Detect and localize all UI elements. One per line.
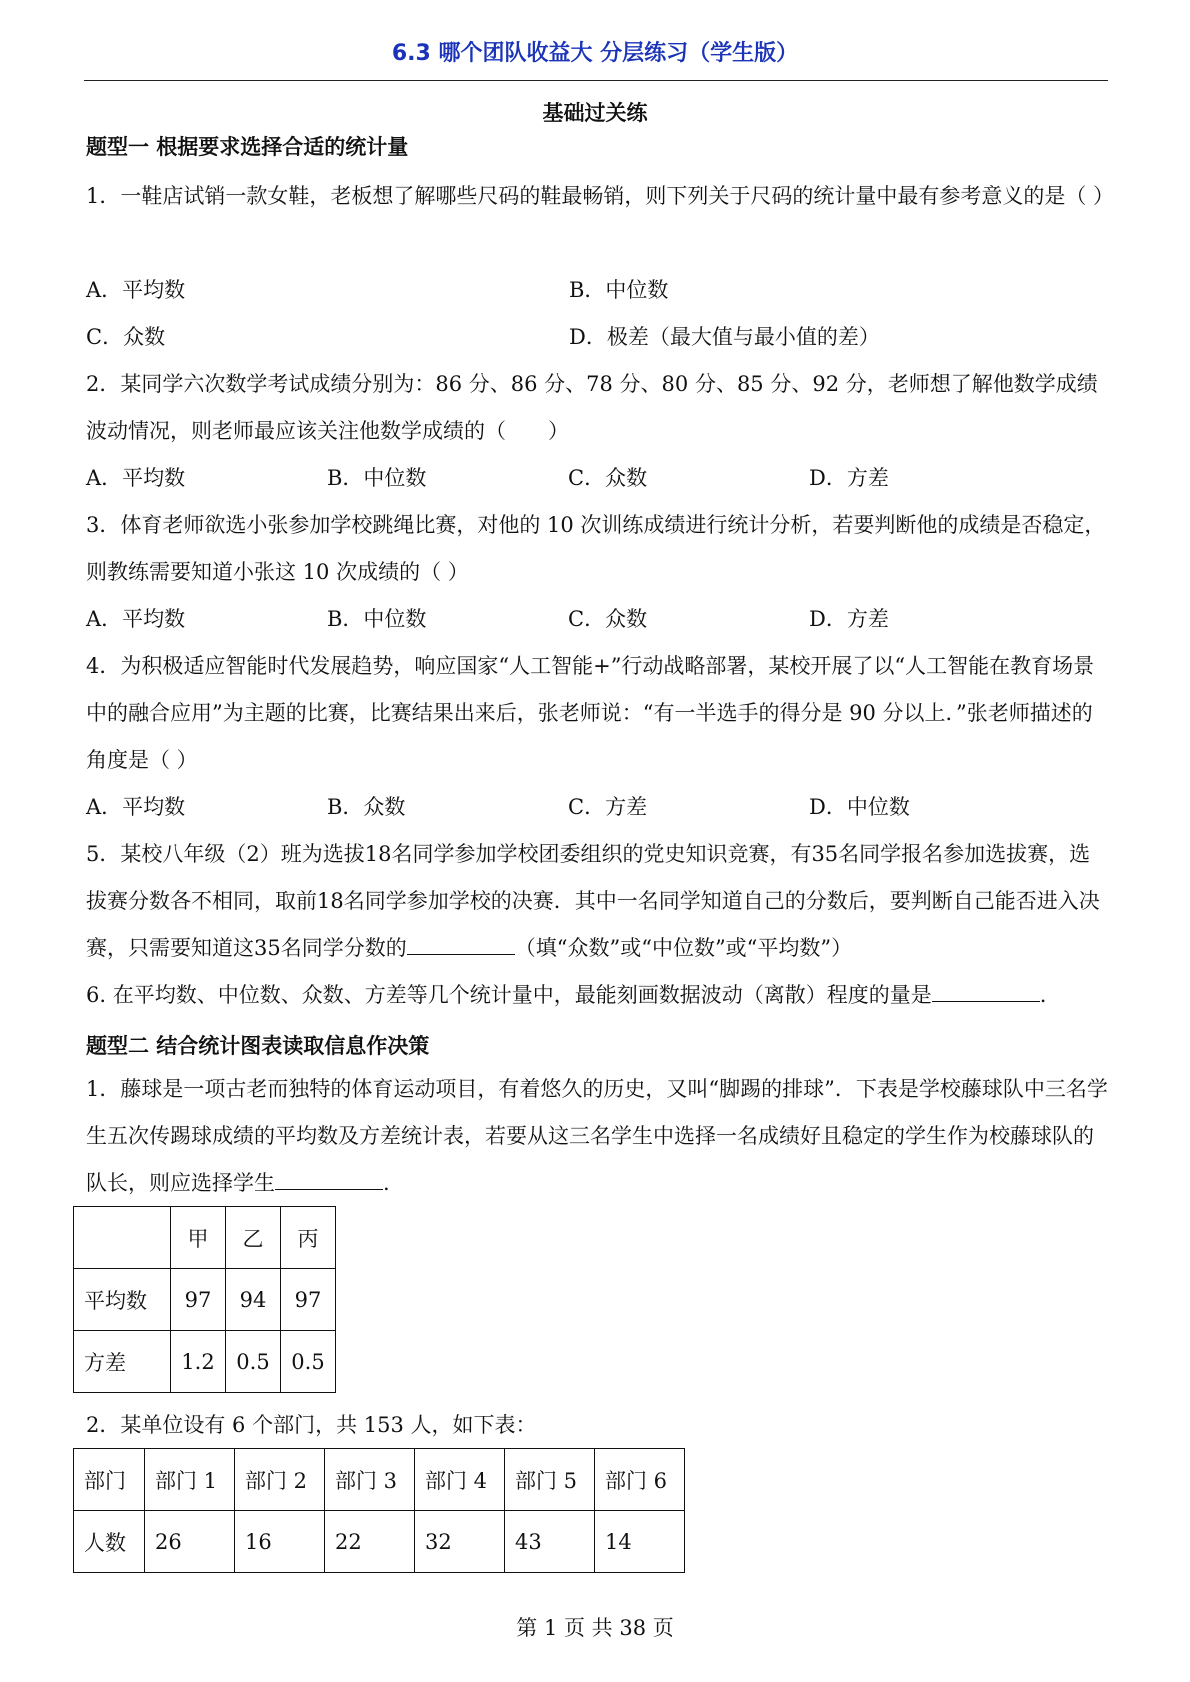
table-header-cell: 乙	[226, 1207, 281, 1269]
table-cell: 0.5	[281, 1331, 336, 1393]
table-row	[74, 1269, 336, 1331]
question-2-2-stem: 2．某单位设有 6 个部门，共 153 人，如下表：	[86, 1413, 537, 1437]
stats-table	[73, 1206, 336, 1393]
table-row	[74, 1511, 685, 1573]
table-cell: 97	[281, 1269, 336, 1331]
question-1-5-hint: （填“众数”或“中位数”或“平均数”）	[514, 936, 853, 960]
option-c: C．众数	[568, 466, 648, 490]
table-cell: 16	[235, 1511, 325, 1573]
table-row-label: 平均数	[74, 1269, 171, 1331]
page-footer: 第 1 页 共 38 页	[516, 1616, 674, 1640]
table-cell: 97	[171, 1269, 226, 1331]
question-2-1-end: .	[383, 1171, 390, 1195]
table-cell: 14	[595, 1511, 685, 1573]
option-b: B．中位数	[327, 466, 427, 490]
option-c: C．众数	[86, 325, 166, 349]
department-table	[73, 1448, 685, 1573]
option-a: A．平均数	[86, 278, 186, 302]
table-row-label: 人数	[74, 1511, 145, 1573]
question-1-6-stem: 6. 在平均数、中位数、众数、方差等几个统计量中，最能刻画数据波动（离散）程度的量是	[86, 983, 932, 1007]
option-d: D．方差	[809, 607, 889, 631]
option-b: B．众数	[327, 795, 406, 819]
question-1-5	[86, 831, 1110, 972]
option-b: B．中位数	[569, 278, 669, 302]
option-a: A．平均数	[86, 607, 186, 631]
question-1-5-stem: 5．某校八年级（2）班为选拔18名同学参加学校团委组织的党史知识竞赛，有35名同学报名参加选拔赛，选拔赛分数各不相同，取前18名同学参加学校的决赛．其中一名同学知道自己的分数后，要判断自己能否进入决赛，只需要知道这35名同学分数的	[86, 842, 1100, 960]
question-1-4-stem: 4．为积极适应智能时代发展趋势，响应国家“人工智能+”行动战略部署，某校开展了以“人工智能在教育场景中的融合应用”为主题的比赛，比赛结果出来后，张老师说：“有一半选手的得分是 90 分以上．”张老师描述的角度是（ ）	[86, 654, 1095, 772]
table-header-cell: 甲	[171, 1207, 226, 1269]
question-1-6-end: .	[1039, 983, 1047, 1007]
answer-blank[interactable]	[932, 979, 1040, 1002]
question-1-2-options	[86, 455, 1110, 502]
option-a: A．平均数	[86, 466, 186, 490]
table-row	[74, 1331, 336, 1393]
table-cell: 94	[226, 1269, 281, 1331]
table-row-label: 方差	[74, 1331, 171, 1393]
question-1-3-stem: 3．体育老师欲选小张参加学校跳绳比赛，对他的 10 次训练成绩进行统计分析，若要判断他的成绩是否稳定，则教练需要知道小张这 10 次成绩的（ ）	[86, 513, 1106, 584]
answer-blank[interactable]	[275, 1167, 383, 1190]
option-d: D．极差（最大值与最小值的差）	[569, 325, 880, 349]
question-1-1-options-row1	[86, 267, 1110, 314]
table-header-cell	[74, 1207, 171, 1269]
table-header-cell: 部门 1	[145, 1449, 235, 1511]
table-cell: 32	[415, 1511, 505, 1573]
question-1-1-stem: 1．一鞋店试销一款女鞋，老板想了解哪些尺码的鞋最畅销，则下列关于尺码的统计量中最有参考意义的是（ ）	[86, 184, 1115, 208]
table-header-row	[74, 1449, 685, 1511]
table-cell: 1.2	[171, 1331, 226, 1393]
table-header-cell: 部门 5	[505, 1449, 595, 1511]
page-title: 6.3 哪个团队收益大 分层练习（学生版）	[391, 41, 799, 66]
option-b: B．中位数	[327, 607, 427, 631]
table-header-cell: 部门 3	[325, 1449, 415, 1511]
question-2-1-stem: 1．藤球是一项古老而独特的体育运动项目，有着悠久的历史，又叫“脚踢的排球”．下表是学校藤球队中三名学生五次传踢球成绩的平均数及方差统计表，若要从这三名学生中选择一名成绩好且稳定的学生作为校藤球队的队长，则应选择学生	[86, 1077, 1108, 1195]
section-heading-1: 题型一 根据要求选择合适的统计量	[86, 135, 409, 159]
answer-blank[interactable]	[407, 932, 515, 955]
question-2-1	[86, 1066, 1110, 1207]
table-cell: 0.5	[226, 1331, 281, 1393]
option-d: D．方差	[809, 466, 889, 490]
section-heading-2: 题型二 结合统计图表读取信息作决策	[86, 1034, 430, 1058]
table-header-cell: 部门 2	[235, 1449, 325, 1511]
header-divider	[84, 80, 1108, 81]
option-c: C．方差	[568, 795, 648, 819]
question-1-2-stem: 2．某同学六次数学考试成绩分别为：86 分、86 分、78 分、80 分、85 分、92 分，老师想了解他数学成绩波动情况，则老师最应该关注他数学成绩的（ ）	[86, 372, 1098, 443]
table-header-row	[74, 1207, 336, 1269]
option-a: A．平均数	[86, 795, 186, 819]
table-header-cell: 部门 6	[595, 1449, 685, 1511]
table-header-cell: 部门	[74, 1449, 145, 1511]
table-cell: 22	[325, 1511, 415, 1573]
table-cell: 43	[505, 1511, 595, 1573]
question-1-6	[86, 972, 1110, 1019]
question-1-4-options	[86, 784, 1110, 831]
page-subtitle: 基础过关练	[542, 101, 648, 125]
option-c: C．众数	[568, 607, 648, 631]
table-header-cell: 部门 4	[415, 1449, 505, 1511]
table-cell: 26	[145, 1511, 235, 1573]
question-1-3-options	[86, 596, 1110, 643]
option-d: D．中位数	[809, 795, 910, 819]
question-1-1-options-row2	[86, 314, 1110, 361]
table-header-cell: 丙	[281, 1207, 336, 1269]
